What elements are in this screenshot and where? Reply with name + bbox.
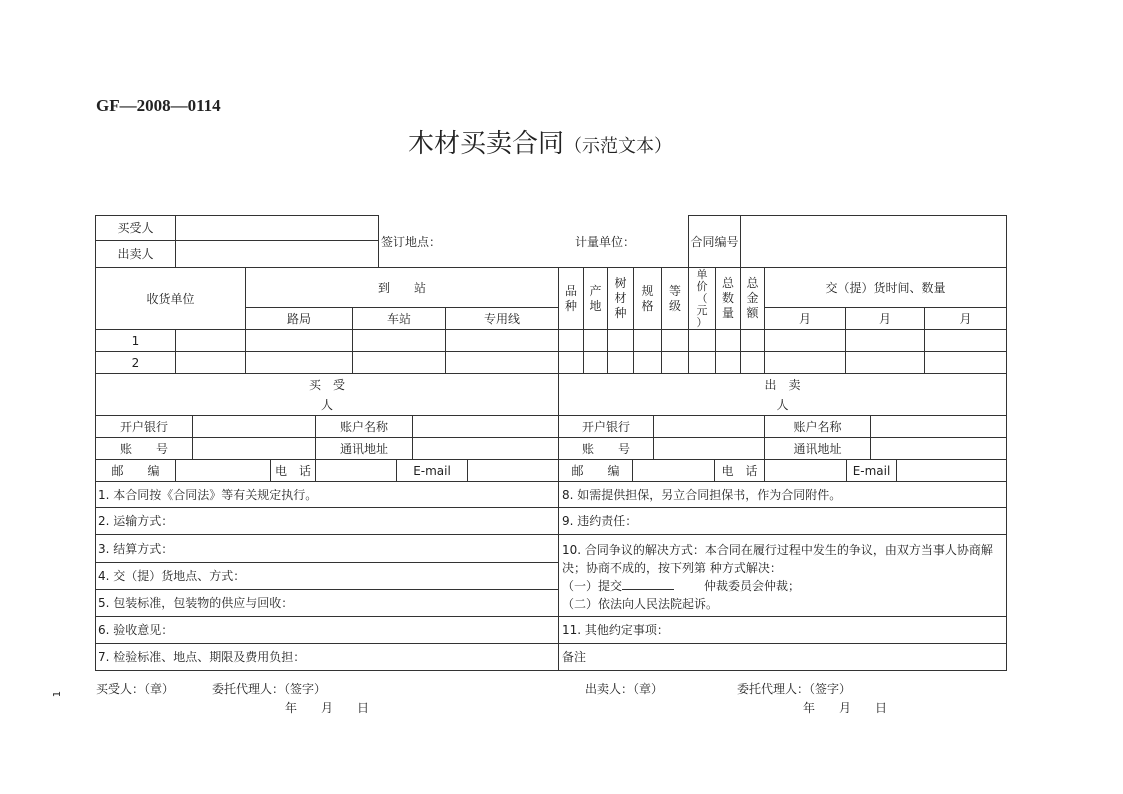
clause-4: 4. 交（提）货地点、方式： bbox=[95, 562, 559, 590]
contract-no-label: 合同编号 bbox=[688, 215, 741, 268]
seller-account-no-label: 账 号 bbox=[558, 437, 654, 460]
seller-email-label: E-mail bbox=[846, 459, 897, 482]
row-2-station bbox=[352, 351, 446, 374]
standard-code: GF—2008—0114 bbox=[96, 96, 221, 115]
clause-10-line-2: 决；协商不成的，按下列第 种方式解决： bbox=[562, 561, 782, 575]
railway-bureau-label: 路局 bbox=[245, 307, 353, 330]
buyer-heading-line-2: 人 bbox=[320, 397, 333, 412]
row-1-number: 1 bbox=[95, 329, 176, 352]
row-1-month-3 bbox=[924, 329, 1007, 352]
row-2-total-amount bbox=[740, 351, 765, 374]
buyer-bank-field bbox=[192, 415, 316, 438]
clause-2: 2. 运输方式： bbox=[95, 507, 559, 535]
col-grade-label: 等级 bbox=[669, 283, 682, 313]
buyer-phone-field bbox=[315, 459, 397, 482]
seller-account-no-field bbox=[653, 437, 765, 460]
seller-postcode-label: 邮 编 bbox=[558, 459, 633, 482]
row-1-station bbox=[352, 329, 446, 352]
month-label-1: 月 bbox=[764, 307, 846, 330]
col-total-amount bbox=[740, 267, 765, 330]
col-total-amount-label: 总金额 bbox=[746, 276, 759, 320]
row-2-unit-price bbox=[688, 351, 716, 374]
row-2-month-3 bbox=[924, 351, 1007, 374]
row-1-month-2 bbox=[845, 329, 925, 352]
buyer-agent-label: 委托代理人：（签字） bbox=[212, 682, 327, 696]
seller-seal-label: 出卖人：（章） bbox=[585, 682, 664, 696]
seller-phone-label: 电 话 bbox=[714, 459, 765, 482]
page-number: 1 bbox=[52, 690, 64, 698]
row-1-siding bbox=[445, 329, 559, 352]
station-label: 车站 bbox=[352, 307, 446, 330]
seller-heading-line-2: 人 bbox=[776, 397, 789, 412]
col-spec bbox=[633, 267, 662, 330]
remarks-label: 备注 bbox=[558, 643, 1007, 671]
seller-phone-field bbox=[764, 459, 847, 482]
row-2-consignee bbox=[175, 351, 246, 374]
row-2-grade bbox=[661, 351, 689, 374]
seller-agent-label: 委托代理人：（签字） bbox=[737, 682, 852, 696]
buyer-phone-label: 电 话 bbox=[270, 459, 316, 482]
seller-bank-label: 开户银行 bbox=[558, 415, 654, 438]
clause-9: 9. 违约责任： bbox=[558, 507, 1007, 535]
clause-1: 1. 本合同按《合同法》等有关规定执行。 bbox=[95, 481, 559, 508]
clause-10-option-1 bbox=[562, 577, 800, 595]
row-1-grade bbox=[661, 329, 689, 352]
seller-account-name-label: 账户名称 bbox=[764, 415, 871, 438]
buyer-email-label: E-mail bbox=[396, 459, 468, 482]
col-variety bbox=[558, 267, 584, 330]
measure-unit-label: 计量单位： bbox=[575, 235, 636, 249]
row-2-total-quantity bbox=[715, 351, 741, 374]
seller-postcode-field bbox=[632, 459, 715, 482]
row-1-total-quantity bbox=[715, 329, 741, 352]
seller-label: 出卖人 bbox=[95, 240, 176, 268]
row-2-number: 2 bbox=[95, 351, 176, 374]
arrival-station-label: 到 站 bbox=[245, 267, 559, 308]
col-species bbox=[607, 267, 634, 330]
buyer-account-name-field bbox=[412, 415, 559, 438]
contract-no-field bbox=[740, 215, 1007, 268]
col-total-quantity-label: 总数量 bbox=[722, 276, 735, 320]
arbitration-body-blank bbox=[622, 577, 674, 590]
buyer-heading bbox=[95, 373, 559, 416]
row-1-species bbox=[607, 329, 634, 352]
siding-label: 专用线 bbox=[445, 307, 559, 330]
buyer-account-no-field bbox=[192, 437, 316, 460]
signing-place-label: 签订地点： bbox=[381, 235, 442, 249]
clause-10-option-2: （二）依法向人民法院起诉。 bbox=[562, 597, 719, 611]
row-1-origin bbox=[583, 329, 608, 352]
clause-5: 5. 包装标准，包装物的供应与回收： bbox=[95, 589, 559, 617]
title-subtitle: （示范文本） bbox=[564, 136, 673, 157]
buyer-address-label: 通讯地址 bbox=[315, 437, 413, 460]
buyer-email-field bbox=[467, 459, 559, 482]
row-2-month-2 bbox=[845, 351, 925, 374]
seller-email-field bbox=[896, 459, 1007, 482]
col-variety-label: 品种 bbox=[565, 283, 578, 313]
buyer-seal-label: 买受人：（章） bbox=[96, 682, 175, 696]
col-origin bbox=[583, 267, 608, 330]
row-1-unit-price bbox=[688, 329, 716, 352]
seller-date-label: 年 月 日 bbox=[803, 701, 888, 715]
clause-8: 8. 如需提供担保，另立合同担保书，作为合同附件。 bbox=[558, 481, 1007, 508]
row-1-spec bbox=[633, 329, 662, 352]
month-label-3: 月 bbox=[924, 307, 1007, 330]
row-1-total-amount bbox=[740, 329, 765, 352]
month-label-2: 月 bbox=[845, 307, 925, 330]
row-2-variety bbox=[558, 351, 584, 374]
buyer-address-field bbox=[412, 437, 559, 460]
col-origin-label: 产地 bbox=[589, 283, 602, 313]
seller-address-field bbox=[870, 437, 1007, 460]
col-spec-label: 规格 bbox=[641, 283, 654, 313]
delivery-label: 交（提）货时间、数量 bbox=[764, 267, 1007, 308]
option-1-suffix: 仲裁委员会仲裁； bbox=[704, 579, 801, 593]
col-unit-price-label: 单价（元） bbox=[696, 267, 708, 329]
buyer-name-field bbox=[175, 215, 379, 241]
row-2-spec bbox=[633, 351, 662, 374]
row-2-origin bbox=[583, 351, 608, 374]
row-2-siding bbox=[445, 351, 559, 374]
row-2-railway-bureau bbox=[245, 351, 353, 374]
buyer-postcode-label: 邮 编 bbox=[95, 459, 176, 482]
row-2-species bbox=[607, 351, 634, 374]
clause-10 bbox=[558, 534, 1007, 617]
seller-bank-field bbox=[653, 415, 765, 438]
buyer-heading-line-1: 买 受 bbox=[308, 377, 345, 392]
col-unit-price bbox=[688, 267, 716, 330]
option-1-prefix: （一）提交 bbox=[562, 579, 623, 593]
col-total-quantity bbox=[715, 267, 741, 330]
buyer-label: 买受人 bbox=[95, 215, 176, 241]
buyer-account-no-label: 账 号 bbox=[95, 437, 193, 460]
row-1-railway-bureau bbox=[245, 329, 353, 352]
buyer-postcode-field bbox=[175, 459, 271, 482]
col-species-label: 树材种 bbox=[614, 276, 627, 320]
buyer-date-label: 年 月 日 bbox=[285, 701, 370, 715]
clause-11: 11. 其他约定事项： bbox=[558, 616, 1007, 644]
consignee-label: 收货单位 bbox=[95, 267, 246, 330]
clause-7: 7. 检验标准、地点、期限及费用负担： bbox=[95, 643, 559, 671]
row-1-month-1 bbox=[764, 329, 846, 352]
seller-address-label: 通讯地址 bbox=[764, 437, 871, 460]
row-1-consignee bbox=[175, 329, 246, 352]
clause-6: 6. 验收意见： bbox=[95, 616, 559, 644]
buyer-account-name-label: 账户名称 bbox=[315, 415, 413, 438]
title-main: 木材买卖合同 bbox=[408, 129, 565, 159]
buyer-bank-label: 开户银行 bbox=[95, 415, 193, 438]
col-grade bbox=[661, 267, 689, 330]
seller-heading-line-1: 出 卖 bbox=[764, 377, 801, 392]
seller-name-field bbox=[175, 240, 379, 268]
clause-3: 3. 结算方式： bbox=[95, 534, 559, 563]
clause-10-line-1: 10. 合同争议的解决方式：本合同在履行过程中发生的争议，由双方当事人协商解 bbox=[562, 543, 993, 557]
seller-heading bbox=[558, 373, 1007, 416]
seller-account-name-field bbox=[870, 415, 1007, 438]
row-1-variety bbox=[558, 329, 584, 352]
row-2-month-1 bbox=[764, 351, 846, 374]
